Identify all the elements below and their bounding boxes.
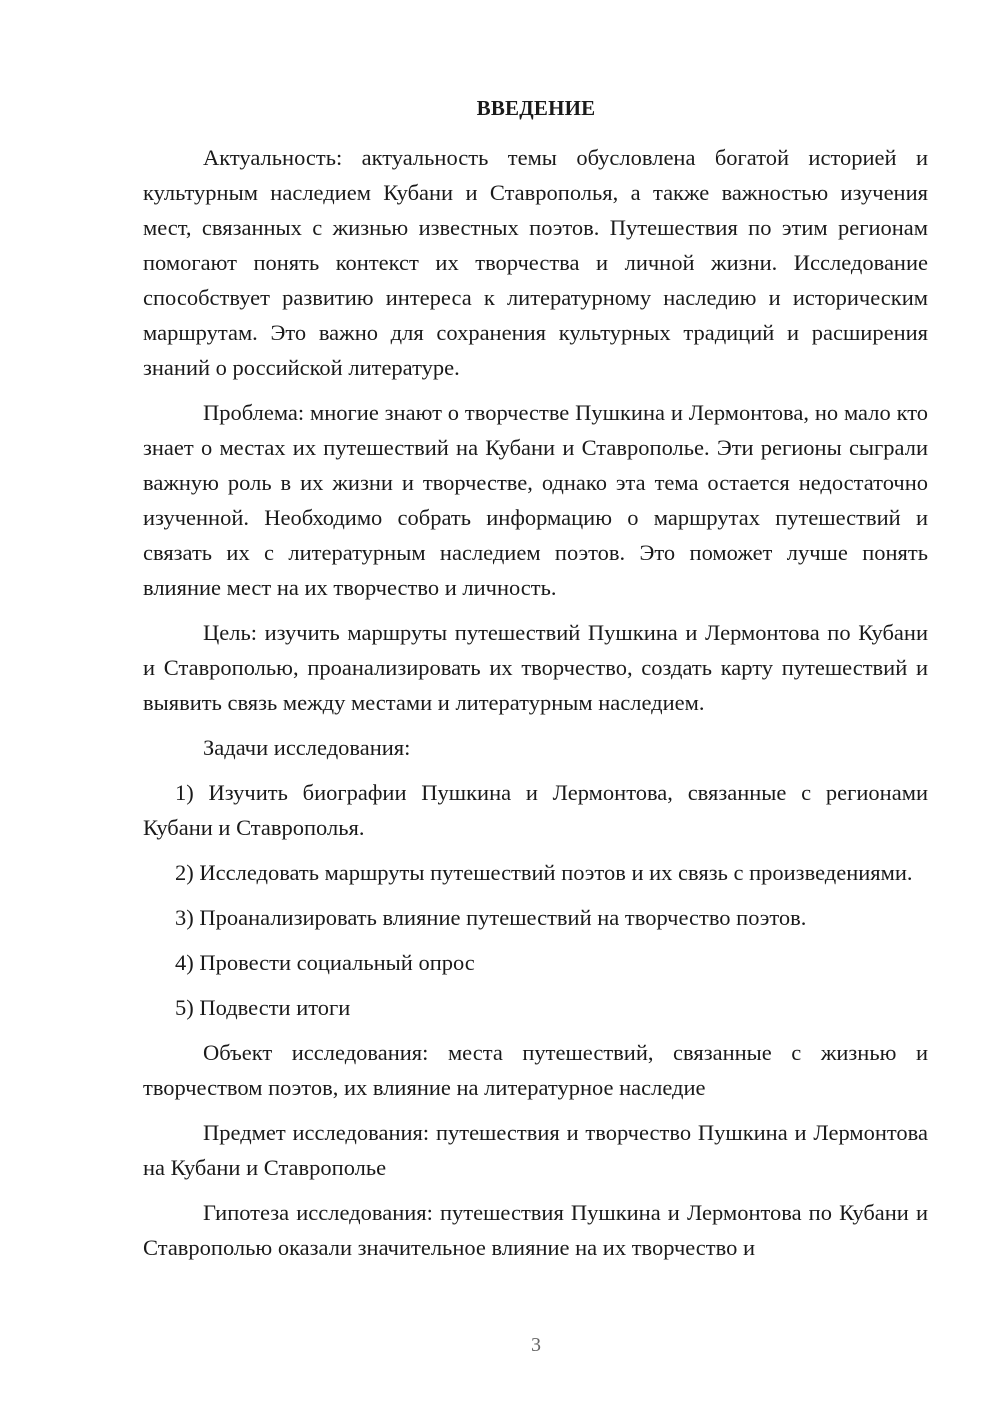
paragraph-object: Объект исследования: места путешествий, связанные с жизнью и творчеством поэтов, их влияние на литературное наследие	[143, 1040, 928, 1100]
paragraph-hypothesis: Гипотеза исследования: путешествия Пушкина и Лермонтова по Кубани и Ставрополью оказали значительное влияние на их творчество и	[143, 1200, 928, 1260]
paragraph-problem: Проблема: многие знают о творчестве Пушкина и Лермонтова, но мало кто знает о местах их путешествий на Кубани и Ставрополье. Эти регионы сыграли важную роль в их жизни и творчестве, однако эта тема остается недостаточно изученной. Необходимо собрать информацию о маршрутах путешествий и связать их с литературным наследием поэтов. Это поможет лучше понять влияние мест на их творчество и личность.	[143, 400, 928, 600]
task-item-5: 5) Подвести итоги	[175, 995, 351, 1020]
task-item-4: 4) Провести социальный опрос	[175, 950, 475, 975]
paragraph-subject: Предмет исследования: путешествия и творчество Пушкина и Лермонтова на Кубани и Ставрополье	[143, 1120, 928, 1180]
page-number: 3	[531, 1334, 541, 1356]
task-item-3: 3) Проанализировать влияние путешествий на творчество поэтов.	[175, 905, 807, 930]
task-item-2: 2) Исследовать маршруты путешествий поэтов и их связь с произведениями.	[175, 860, 913, 885]
page-title: ВВЕДЕНИЕ	[476, 96, 596, 120]
paragraph-goal: Цель: изучить маршруты путешествий Пушкина и Лермонтова по Кубани и Ставрополью, проанализировать их творчество, создать карту путешествий и выявить связь между местами и литературным наследием.	[143, 620, 928, 715]
task-item-1: 1) Изучить биографии Пушкина и Лермонтова, связанные с регионами Кубани и Ставрополья.	[143, 780, 928, 840]
tasks-heading: Задачи исследования:	[203, 735, 411, 760]
document-body	[143, 140, 928, 1275]
paragraph-actuality: Актуальность: актуальность темы обусловлена богатой историей и культурным наследием Кубани и Ставрополья, а также важностью изучения мест, связанных с жизнью известных поэтов. Путешествия по этим регионам помогают понять контекст их творчества и личной жизни. Исследование способствует развитию интереса к литературному наследию и историческим маршрутам. Это важно для сохранения культурных традиций и расширения знаний о российской литературе.	[143, 145, 928, 380]
